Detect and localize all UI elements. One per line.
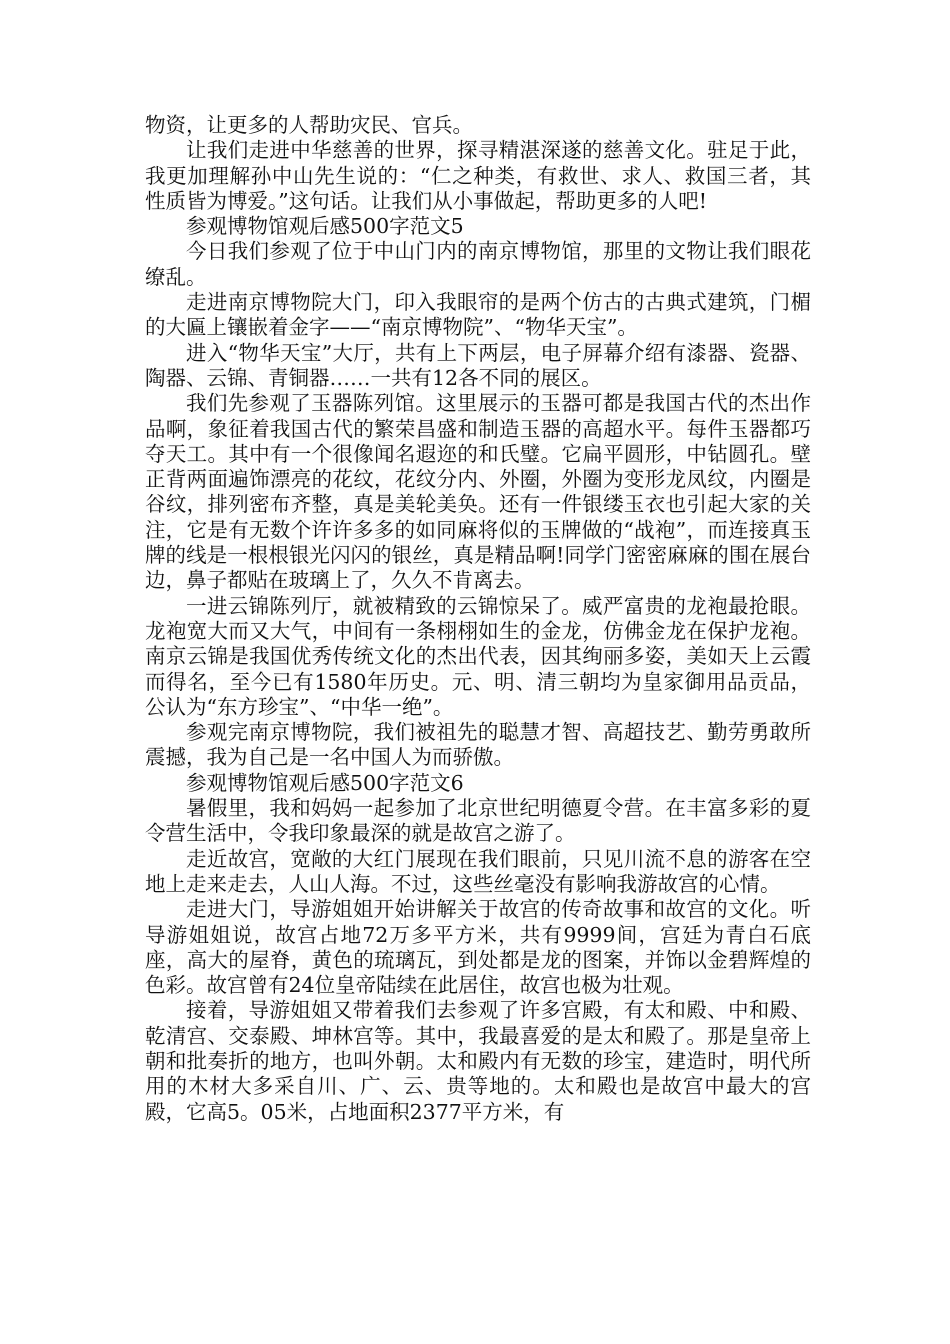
paragraph: 走进大门，导游姐姐开始讲解关于故宫的传奇故事和故宫的文化。听导游姐姐说，故宫占地72万多平方米，共有9999间，宫廷为青白石底座，高大的屋脊，黄色的琉璃瓦，到处都是龙的图案，并饰以金碧辉煌的色彩。故宫曾有24位皇帝陆续在此居住，故宫也极为壮观。 (145, 897, 811, 998)
section-heading: 参观博物馆观后感500字范文5 (186, 214, 464, 239)
paragraph: 接着，导游姐姐又带着我们去参观了许多宫殿，有太和殿、中和殿、乾清宫、交泰殿、坤林宫等。其中，我最喜爱的是太和殿了。那是皇帝上朝和批奏折的地方，也叫外朝。太和殿内有无数的珍宝，建造时，明代所用的木材大多采自川、广、云、贵等地的。太和殿也是故宫中最大的宫殿，它高5。05米，占地面积2377平方米，有 (145, 998, 811, 1124)
paragraph: 一进云锦陈列厅，就被精致的云锦惊呆了。威严富贵的龙袍最抢眼。龙袍宽大而又大气，中间有一条栩栩如生的金龙，仿佛金龙在保护龙袍。南京云锦是我国优秀传统文化的杰出代表，因其绚丽多姿，美如天上云霞而得名，至今已有1580年历史。元、明、清三朝均为皇家御用品贡品，公认为“东方珍宝”、“中华一绝”。 (145, 593, 811, 719)
paragraph: 今日我们参观了位于中山门内的南京博物馆，那里的文物让我们眼花缭乱。 (145, 239, 811, 289)
paragraph: 参观完南京博物院，我们被祖先的聪慧才智、高超技艺、勤劳勇敢所震撼，我为自己是一名中国人为而骄傲。 (145, 720, 811, 770)
section-heading: 参观博物馆观后感500字范文6 (186, 770, 464, 795)
paragraph: 物资，让更多的人帮助灾民、官兵。 (145, 113, 473, 137)
paragraph: 暑假里，我和妈妈一起参加了北京世纪明德夏令营。在丰富多彩的夏令营生活中，令我印象最深的就是故宫之游了。 (145, 796, 811, 846)
paragraph: 进入“物华天宝”大厅，共有上下两层，电子屏幕介绍有漆器、瓷器、陶器、云锦、青铜器……一共有12各不同的展区。 (145, 340, 811, 390)
paragraph: 走进南京博物院大门，印入我眼帘的是两个仿古的古典式建筑，门楣的大匾上镶嵌着金字——“南京博物院”、“物华天宝”。 (145, 290, 811, 340)
paragraph: 我们先参观了玉器陈列馆。这里展示的玉器可都是我国古代的杰出作品啊，象征着我国古代的繁荣昌盛和制造玉器的高超水平。每件玉器都巧夺天工。其中有一个很像闻名遐迩的和氏璧。它扁平圆形，中钻圆孔。壁正背两面遍饰漂亮的花纹，花纹分内、外圈，外圈为变形龙凤纹，内圈是谷纹，排列密布齐整，真是美轮美奂。还有一件银缕玉衣也引起大家的关注，它是有无数个许许多多的如同麻将似的玉牌做的“战袍”，而连接真玉牌的线是一根根银光闪闪的银丝，真是精品啊!同学门密密麻麻的围在展台边，鼻子都贴在玻璃上了，久久不肯离去。 (145, 391, 811, 593)
paragraph: 走近故宫，宽敞的大红门展现在我们眼前，只见川流不息的游客在空地上走来走去，人山人海。不过，这些丝毫没有影响我游故宫的心情。 (145, 846, 811, 896)
document-page (145, 113, 811, 1125)
paragraph: 让我们走进中华慈善的世界，探寻精湛深遂的慈善文化。驻足于此，我更加理解孙中山先生说的：“仁之种类，有救世、求人、救国三者，其性质皆为博爱。”这句话。让我们从小事做起，帮助更多的人吧! (145, 138, 811, 213)
